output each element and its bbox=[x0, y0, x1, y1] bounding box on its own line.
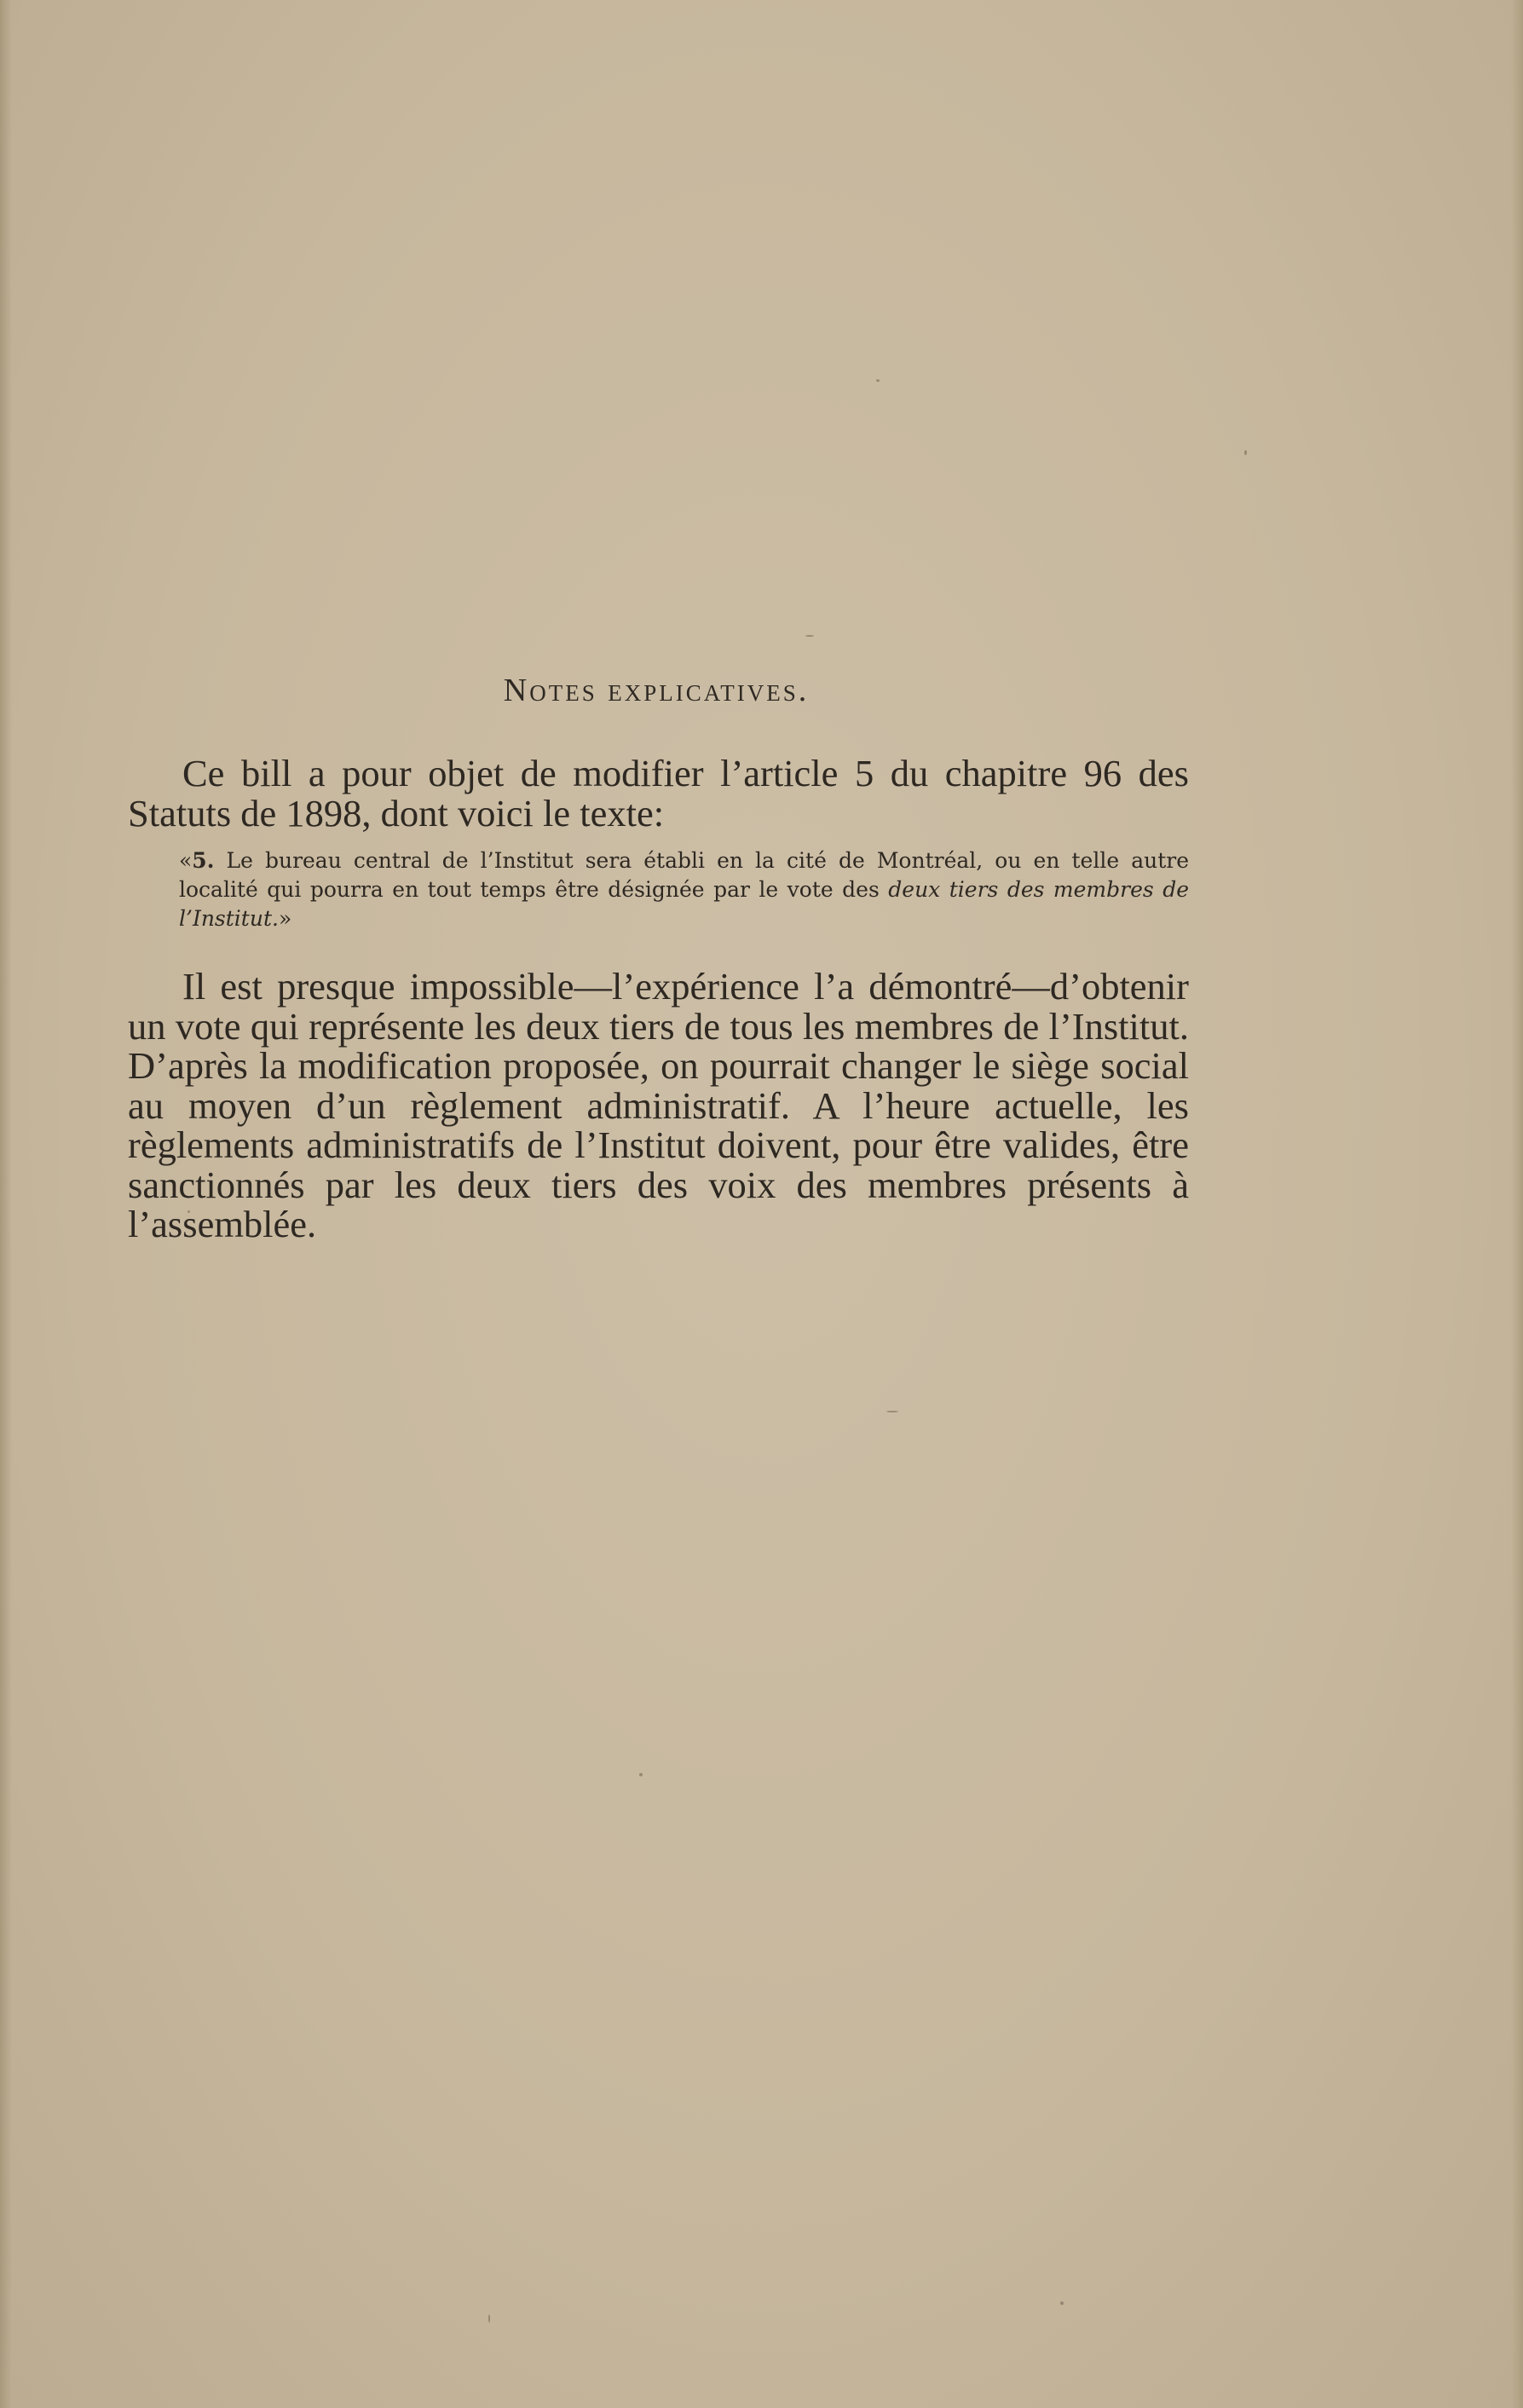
paper-speck bbox=[886, 1411, 898, 1412]
paper-speck bbox=[876, 379, 880, 382]
paper-speck bbox=[1060, 2301, 1064, 2305]
explanation-paragraph-text: Il est presque impossible—l’expérience l’a démontré—d’obtenir un vote qui représente les deux tiers de tous les membres de l’Institut. D’après la modification proposée, on pourrait changer le siège social au moyen d’un règlement administratif. A l’heure actuelle, les règlements administratifs de l’Institut doivent, pour être valides, être sanctionnés par les deux tiers des voix des membres présents à l’assemblée. bbox=[128, 965, 1189, 1245]
intro-paragraph-text: Ce bill a pour objet de modifier l’article 5 du chapitre 96 des Statuts de 1898, dont voici le texte: bbox=[128, 752, 1189, 834]
paper-speck bbox=[639, 1773, 643, 1776]
paper-speck bbox=[1244, 450, 1247, 455]
quote-article-number: 5. bbox=[192, 848, 215, 873]
quote-close-mark: » bbox=[278, 906, 292, 931]
intro-paragraph bbox=[128, 754, 1189, 834]
quote-text: Le bureau central de l’Institut sera établi en la cité de Montréal, ou en telle autre localité qui pourra en tout temps être désignée par le vote des bbox=[179, 848, 1189, 902]
page-edge-left bbox=[0, 0, 12, 2408]
explanation-paragraph bbox=[128, 967, 1189, 1244]
notes-heading: Notes explicatives. bbox=[503, 673, 810, 708]
statute-quote bbox=[179, 846, 1189, 933]
page-edge-right bbox=[1511, 0, 1523, 2408]
paper-speck bbox=[805, 635, 814, 637]
quote-open-mark: « bbox=[179, 848, 193, 873]
quote-italic-text: deux tiers des membres de l’Institut. bbox=[179, 877, 1189, 931]
paper-speck bbox=[488, 2314, 490, 2323]
